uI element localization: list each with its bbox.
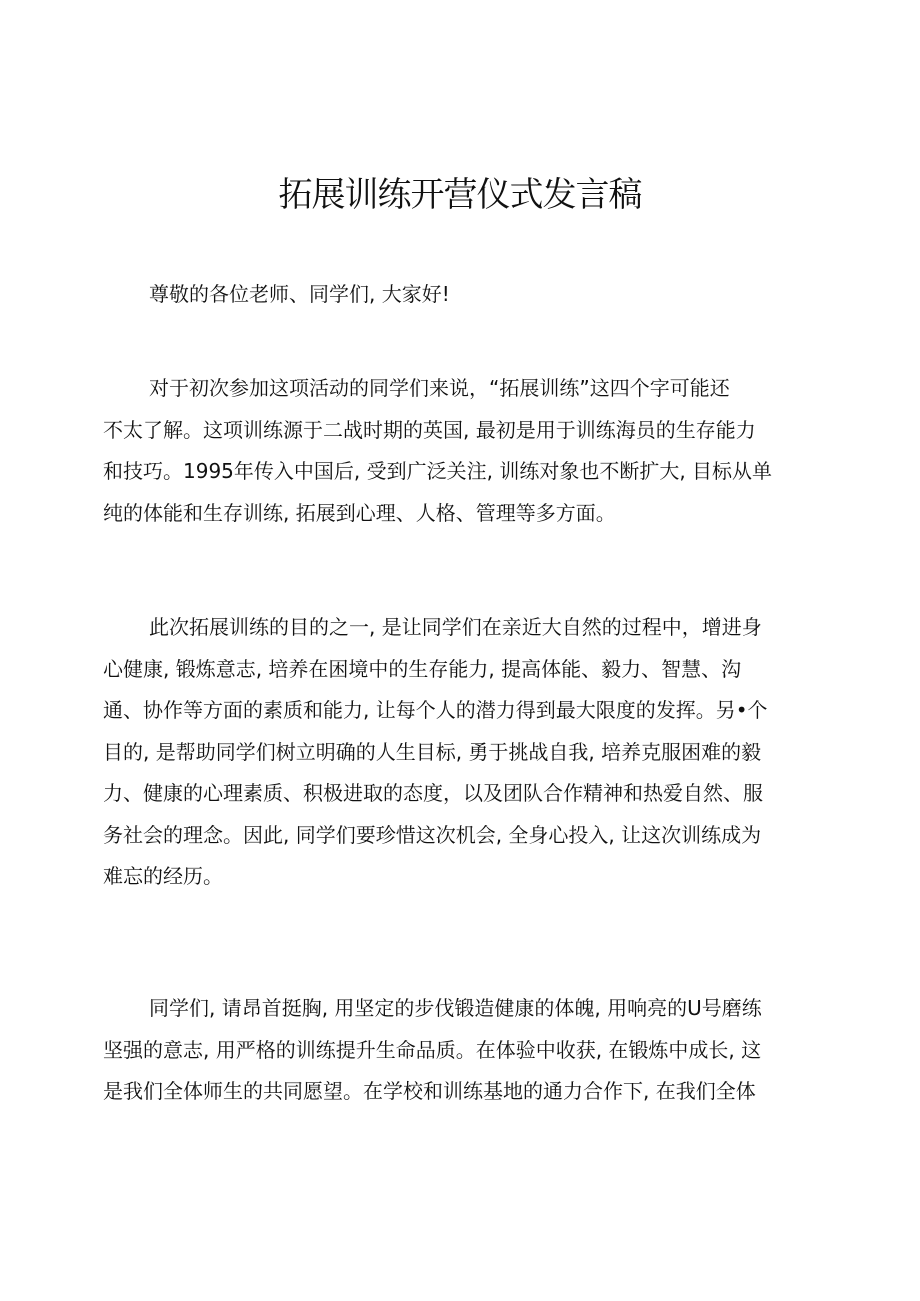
paragraph-line: 难忘的经历。 bbox=[103, 864, 223, 888]
paragraph-line: 和技巧。1995年传入中国后, 受到广泛关注, 训练对象也不断扩大, 目标从单 bbox=[103, 459, 773, 483]
paragraph-line: 纯的体能和生存训练, 拓展到心理、人格、管理等多方面。 bbox=[103, 500, 616, 525]
paragraph-line: 通、协作等方面的素质和能力, 让每个人的潜力得到最大限度的发挥。另•个 bbox=[103, 698, 768, 722]
paragraph-line: 务社会的理念。因此, 同学们要珍惜这次机会, 全身心投入, 让这次训练成为 bbox=[103, 822, 762, 847]
paragraph-line: 心健康, 锻炼意志, 培养在困境中的生存能力, 提高体能、毅力、智慧、沟 bbox=[103, 656, 742, 681]
paragraph-line: 是我们全体师生的共同愿望。在学校和训练基地的通力合作下, 在我们全体 bbox=[103, 1079, 756, 1103]
paragraph-line: 坚强的意志, 用严格的训练提升生命品质。在体验中收获, 在锻炼中成长, 这 bbox=[103, 1037, 762, 1062]
paragraph-2 bbox=[103, 607, 823, 898]
paragraph-line: 力、健康的心理素质、积极进取的态度，以及团队合作精神和热爱自然、服 bbox=[103, 781, 763, 805]
paragraph-1 bbox=[103, 368, 823, 534]
greeting-line: 尊敬的各位老师、同学们, 大家好! bbox=[149, 282, 450, 306]
paragraph-line: 对于初次参加这项活动的同学们来说，“拓展训练”这四个字可能还 bbox=[149, 376, 730, 400]
document-title: 拓展训练开营仪式发言稿 bbox=[278, 175, 642, 215]
paragraph-line: 同学们, 请昂首挺胸, 用坚定的步伐锻造健康的体魄, 用响亮的U号磨练 bbox=[149, 996, 762, 1020]
paragraph-line: 不太了解。这项训练源于二战时期的英国, 最初是用于训练海员的生存能力 bbox=[103, 417, 756, 442]
paragraph-line: 此次拓展训练的目的之一, 是让同学们在亲近大自然的过程中，增进身 bbox=[149, 615, 762, 639]
paragraph-line: 目的, 是帮助同学们树立明确的人生目标, 勇于挑战自我, 培养克服困难的毅 bbox=[103, 739, 762, 764]
paragraph-3 bbox=[103, 988, 823, 1113]
